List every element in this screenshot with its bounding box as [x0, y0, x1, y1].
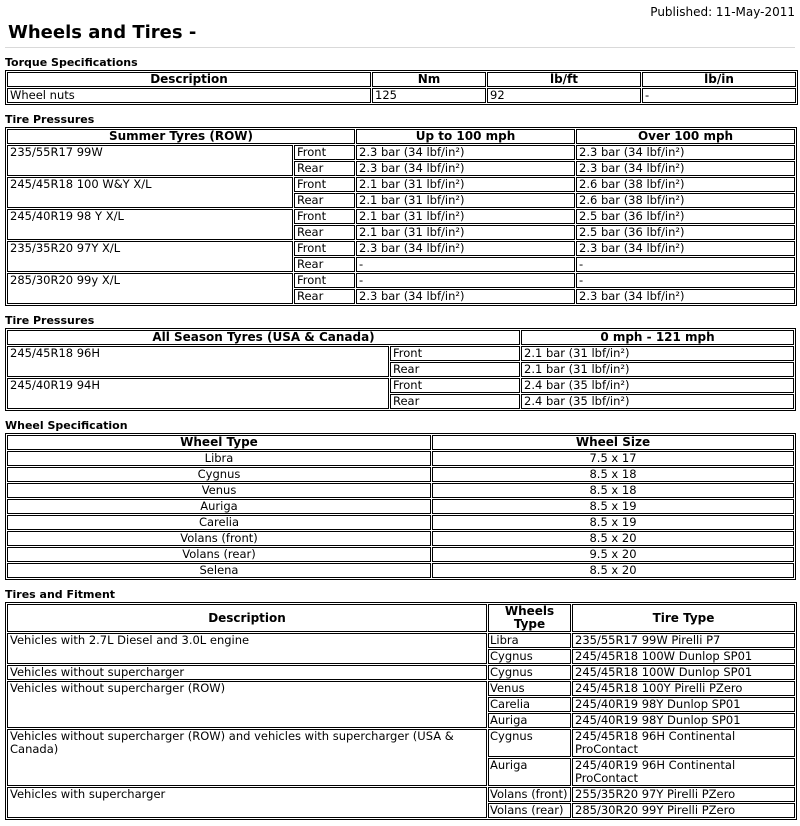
- fitment-description-cell: Vehicles with 2.7L Diesel and 3.0L engine: [7, 633, 487, 664]
- table-row: [7, 378, 794, 393]
- wheel-type-cell: Libra: [7, 451, 431, 466]
- torque-description-cell: Wheel nuts: [7, 88, 371, 103]
- column-header-wheel-type: Wheel Type: [7, 435, 431, 450]
- title-divider: [5, 43, 795, 48]
- section-heading-wheel-specification: Wheel Specification: [5, 419, 128, 432]
- wheel-type-cell: Auriga: [488, 758, 571, 786]
- pressure-cell: 2.6 bar (38 lbf/in²): [576, 193, 795, 208]
- tires-and-fitment-table: [5, 602, 797, 820]
- column-header-up-to-100: Up to 100 mph: [356, 129, 575, 144]
- column-header-tire-type: Tire Type: [572, 604, 795, 632]
- pressure-cell: 2.3 bar (34 lbf/in²): [576, 289, 795, 304]
- all-season-tyres-table: [5, 328, 796, 411]
- pressure-cell: 2.3 bar (34 lbf/in²): [576, 145, 795, 160]
- table-row: [7, 499, 794, 514]
- pressure-cell: -: [576, 273, 795, 288]
- table-row: [7, 467, 794, 482]
- wheel-type-cell: Carelia: [488, 697, 571, 712]
- torque-nm-cell: 125: [372, 88, 486, 103]
- wheel-size-cell: 8.5 x 20: [432, 531, 794, 546]
- tire-type-cell: 255/35R20 97Y Pirelli PZero: [572, 787, 795, 802]
- pressure-cell: -: [356, 257, 575, 272]
- table-row: [7, 451, 794, 466]
- wheel-type-cell: Cygnus: [488, 665, 571, 680]
- section-heading-tire-pressures-all-season: Tire Pressures: [5, 314, 95, 327]
- wheel-size-cell: 8.5 x 19: [432, 515, 794, 530]
- wheel-type-cell: Cygnus: [7, 467, 431, 482]
- torque-lbin-cell: -: [642, 88, 796, 103]
- wheel-size-cell: 8.5 x 18: [432, 467, 794, 482]
- published-date: Published: 11-May-2011: [650, 5, 795, 19]
- position-label-cell: Rear: [294, 193, 355, 208]
- table-row: [7, 563, 794, 578]
- table-row: [7, 681, 795, 696]
- wheel-type-cell: Libra: [488, 633, 571, 648]
- pressure-cell: 2.3 bar (34 lbf/in²): [576, 161, 795, 176]
- pressure-cell: 2.1 bar (31 lbf/in²): [356, 225, 575, 240]
- wheel-type-cell: Cygnus: [488, 649, 571, 664]
- table-row: [7, 531, 794, 546]
- tyre-name-cell: 235/35R20 97Y X/L: [7, 241, 293, 272]
- table-header-row: [7, 435, 794, 450]
- table-row: [7, 209, 795, 224]
- table-row: [7, 483, 794, 498]
- wheel-type-cell: Volans (front): [7, 531, 431, 546]
- tyre-name-cell: 245/45R18 100 W&Y X/L: [7, 177, 293, 208]
- table-row: [7, 177, 795, 192]
- table-row: [7, 515, 794, 530]
- table-row: [7, 729, 795, 757]
- tyre-name-cell: 235/55R17 99W: [7, 145, 293, 176]
- fitment-description-cell: Vehicles without supercharger: [7, 665, 487, 680]
- pressure-cell: 2.1 bar (31 lbf/in²): [356, 209, 575, 224]
- pressure-cell: 2.1 bar (31 lbf/in²): [521, 362, 794, 377]
- tyre-name-cell: 285/30R20 99y X/L: [7, 273, 293, 304]
- torque-specifications-table: [5, 70, 798, 105]
- position-label-cell: Front: [294, 241, 355, 256]
- table-row: [7, 633, 795, 648]
- pressure-cell: -: [356, 273, 575, 288]
- table-row: [7, 273, 795, 288]
- table-header-row: [7, 72, 796, 87]
- pressure-cell: -: [576, 257, 795, 272]
- pressure-cell: 2.1 bar (31 lbf/in²): [356, 193, 575, 208]
- table-header-row: [7, 129, 795, 144]
- position-label-cell: Front: [390, 346, 520, 361]
- wheel-type-cell: Venus: [7, 483, 431, 498]
- position-label-cell: Front: [294, 145, 355, 160]
- pressure-cell: 2.6 bar (38 lbf/in²): [576, 177, 795, 192]
- pressure-cell: 2.4 bar (35 lbf/in²): [521, 394, 794, 409]
- pressure-cell: 2.1 bar (31 lbf/in²): [356, 177, 575, 192]
- tire-type-cell: 245/45R18 100W Dunlop SP01: [572, 649, 795, 664]
- pressure-cell: 2.3 bar (34 lbf/in²): [576, 241, 795, 256]
- position-label-cell: Front: [294, 209, 355, 224]
- tire-type-cell: 245/45R18 96H Continental ProContact: [572, 729, 795, 757]
- table-row: [7, 346, 794, 361]
- wheel-size-cell: 7.5 x 17: [432, 451, 794, 466]
- pressure-cell: 2.3 bar (34 lbf/in²): [356, 145, 575, 160]
- column-header-description: Description: [7, 72, 371, 87]
- pressure-cell: 2.1 bar (31 lbf/in²): [521, 346, 794, 361]
- fitment-description-cell: Vehicles without supercharger (ROW): [7, 681, 487, 728]
- position-label-cell: Front: [294, 177, 355, 192]
- table-header-row: [7, 330, 794, 345]
- pressure-cell: 2.3 bar (34 lbf/in²): [356, 161, 575, 176]
- tyre-name-cell: 245/45R18 96H: [7, 346, 389, 377]
- column-header-fitment-description: Description: [7, 604, 487, 632]
- pressure-cell: 2.3 bar (34 lbf/in²): [356, 241, 575, 256]
- position-label-cell: Rear: [390, 394, 520, 409]
- summer-tyres-table: [5, 127, 797, 306]
- table-row: [7, 547, 794, 562]
- wheel-type-cell: Volans (front): [488, 787, 571, 802]
- column-header-lbin: lb/in: [642, 72, 796, 87]
- tire-type-cell: 245/45R18 100Y Pirelli PZero: [572, 681, 795, 696]
- tire-type-cell: 285/30R20 99Y Pirelli PZero: [572, 803, 795, 818]
- wheel-specification-table: [5, 433, 796, 580]
- column-header-speed-range: 0 mph - 121 mph: [521, 330, 794, 345]
- tire-type-cell: 245/40R19 98Y Dunlop SP01: [572, 697, 795, 712]
- table-row: [7, 665, 795, 680]
- wheel-type-cell: Cygnus: [488, 729, 571, 757]
- tire-type-cell: 245/40R19 96H Continental ProContact: [572, 758, 795, 786]
- column-header-nm: Nm: [372, 72, 486, 87]
- tire-type-cell: 245/40R19 98Y Dunlop SP01: [572, 713, 795, 728]
- wheel-size-cell: 8.5 x 19: [432, 499, 794, 514]
- tyre-name-cell: 245/40R19 98 Y X/L: [7, 209, 293, 240]
- wheel-type-cell: Selena: [7, 563, 431, 578]
- fitment-description-cell: Vehicles without supercharger (ROW) and vehicles with supercharger (USA & Canada): [7, 729, 487, 786]
- column-header-wheels-type: Wheels Type: [488, 604, 571, 632]
- tire-type-cell: 235/55R17 99W Pirelli P7: [572, 633, 795, 648]
- section-heading-tires-and-fitment: Tires and Fitment: [5, 588, 116, 601]
- tire-type-cell: 245/45R18 100W Dunlop SP01: [572, 665, 795, 680]
- column-header-lbft: lb/ft: [487, 72, 641, 87]
- section-heading-torque: Torque Specifications: [5, 56, 138, 69]
- table-row: [7, 88, 796, 103]
- tyre-name-cell: 245/40R19 94H: [7, 378, 389, 409]
- position-label-cell: Rear: [294, 289, 355, 304]
- wheel-size-cell: 9.5 x 20: [432, 547, 794, 562]
- position-label-cell: Rear: [294, 225, 355, 240]
- wheel-type-cell: Volans (rear): [488, 803, 571, 818]
- table-row: [7, 145, 795, 160]
- wheel-size-cell: 8.5 x 18: [432, 483, 794, 498]
- pressure-cell: 2.4 bar (35 lbf/in²): [521, 378, 794, 393]
- wheel-type-cell: Venus: [488, 681, 571, 696]
- wheel-type-cell: Auriga: [488, 713, 571, 728]
- position-label-cell: Rear: [294, 161, 355, 176]
- column-header-wheel-size: Wheel Size: [432, 435, 794, 450]
- position-label-cell: Rear: [390, 362, 520, 377]
- table-row: [7, 787, 795, 802]
- pressure-cell: 2.3 bar (34 lbf/in²): [356, 289, 575, 304]
- wheel-type-cell: Carelia: [7, 515, 431, 530]
- table-row: [7, 241, 795, 256]
- pressure-cell: 2.5 bar (36 lbf/in²): [576, 225, 795, 240]
- position-label-cell: Front: [294, 273, 355, 288]
- wheel-size-cell: 8.5 x 20: [432, 563, 794, 578]
- position-label-cell: Rear: [294, 257, 355, 272]
- page-title: Wheels and Tires -: [8, 22, 197, 43]
- position-label-cell: Front: [390, 378, 520, 393]
- column-header-over-100: Over 100 mph: [576, 129, 795, 144]
- torque-lbft-cell: 92: [487, 88, 641, 103]
- column-header-all-season-tyres: All Season Tyres (USA & Canada): [7, 330, 520, 345]
- wheel-type-cell: Volans (rear): [7, 547, 431, 562]
- wheel-type-cell: Auriga: [7, 499, 431, 514]
- fitment-description-cell: Vehicles with supercharger: [7, 787, 487, 818]
- table-header-row: [7, 604, 795, 632]
- pressure-cell: 2.5 bar (36 lbf/in²): [576, 209, 795, 224]
- column-header-summer-tyres: Summer Tyres (ROW): [7, 129, 355, 144]
- section-heading-tire-pressures-summer: Tire Pressures: [5, 113, 95, 126]
